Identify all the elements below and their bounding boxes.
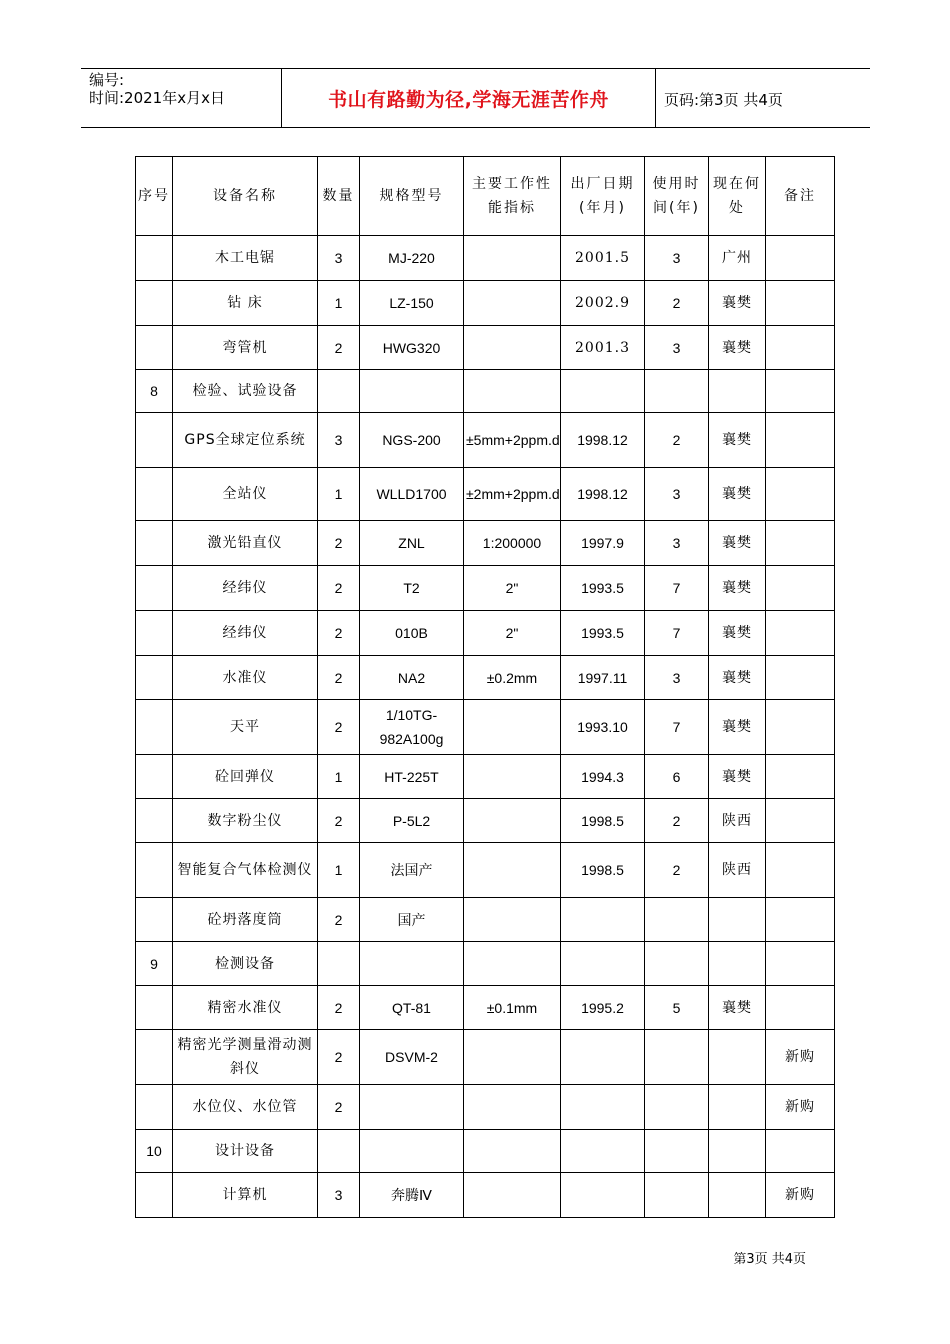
table-row (136, 656, 835, 700)
cell-name: 精密光学测量滑动测斜仪 (173, 1030, 318, 1085)
header-model: 规格型号 (360, 157, 464, 236)
cell-performance: ±5mm+2ppm.d (464, 413, 561, 468)
cell-manufacture-date (561, 1173, 645, 1218)
header-serial: 序号 (136, 157, 173, 236)
cell-remarks (766, 611, 835, 656)
cell-manufacture-date (561, 1130, 645, 1173)
cell-quantity: 2 (318, 986, 360, 1030)
cell-years-used: 3 (645, 656, 709, 700)
cell-remarks (766, 413, 835, 468)
cell-manufacture-date (561, 1030, 645, 1085)
table-row (136, 236, 835, 281)
table-row (136, 566, 835, 611)
cell-performance (464, 700, 561, 755)
cell-performance: ±2mm+2ppm.d (464, 468, 561, 521)
cell-model: LZ-150 (360, 281, 464, 326)
cell-performance: 2" (464, 611, 561, 656)
cell-quantity: 2 (318, 656, 360, 700)
cell-remarks (766, 700, 835, 755)
cell-performance (464, 1173, 561, 1218)
cell-remarks (766, 799, 835, 843)
cell-years-used: 5 (645, 986, 709, 1030)
table-row (136, 942, 835, 986)
header-manufacture-date: 出厂日期(年月) (561, 157, 645, 236)
cell-model: ZNL (360, 521, 464, 566)
cell-location: 襄樊 (709, 413, 766, 468)
table-row (136, 986, 835, 1030)
cell-model: NA2 (360, 656, 464, 700)
cell-years-used: 2 (645, 413, 709, 468)
cell-manufacture-date (561, 942, 645, 986)
cell-performance (464, 370, 561, 413)
cell-location: 广州 (709, 236, 766, 281)
cell-model: 010B (360, 611, 464, 656)
cell-name: 砼坍落度筒 (173, 898, 318, 942)
cell-remarks (766, 656, 835, 700)
cell-manufacture-date: 1998.5 (561, 843, 645, 898)
cell-remarks (766, 898, 835, 942)
cell-location (709, 898, 766, 942)
cell-quantity (318, 1130, 360, 1173)
table-row (136, 1130, 835, 1173)
cell-manufacture-date: 2002.9 (561, 281, 645, 326)
cell-serial (136, 898, 173, 942)
cell-location: 襄樊 (709, 521, 766, 566)
doc-time-label: 时间:2021年x月x日 (89, 89, 225, 107)
table-header-row (136, 157, 835, 236)
cell-years-used: 7 (645, 566, 709, 611)
cell-remarks (766, 1130, 835, 1173)
cell-quantity: 2 (318, 1085, 360, 1130)
cell-name: 经纬仪 (173, 566, 318, 611)
cell-performance: ±0.1mm (464, 986, 561, 1030)
cell-manufacture-date (561, 1085, 645, 1130)
cell-manufacture-date (561, 898, 645, 942)
table-row (136, 521, 835, 566)
cell-name: 木工电锯 (173, 236, 318, 281)
cell-years-used (645, 1030, 709, 1085)
cell-quantity: 3 (318, 236, 360, 281)
cell-location: 襄樊 (709, 281, 766, 326)
header-performance: 主要工作性能指标 (464, 157, 561, 236)
cell-years-used (645, 1130, 709, 1173)
cell-serial (136, 986, 173, 1030)
cell-performance (464, 898, 561, 942)
cell-manufacture-date: 2001.3 (561, 326, 645, 370)
cell-location: 襄樊 (709, 566, 766, 611)
cell-quantity: 1 (318, 468, 360, 521)
cell-name: 激光铅直仪 (173, 521, 318, 566)
cell-years-used (645, 1085, 709, 1130)
page-header (81, 68, 870, 128)
cell-serial (136, 700, 173, 755)
cell-years-used: 3 (645, 326, 709, 370)
cell-years-used: 2 (645, 799, 709, 843)
cell-quantity: 2 (318, 611, 360, 656)
table-row (136, 468, 835, 521)
cell-name: 经纬仪 (173, 611, 318, 656)
cell-years-used (645, 1173, 709, 1218)
cell-model: HWG320 (360, 326, 464, 370)
cell-quantity: 1 (318, 843, 360, 898)
cell-location (709, 942, 766, 986)
cell-remarks (766, 566, 835, 611)
cell-model (360, 1085, 464, 1130)
cell-model: QT-81 (360, 986, 464, 1030)
cell-name: 砼回弹仪 (173, 755, 318, 799)
cell-manufacture-date: 1993.10 (561, 700, 645, 755)
cell-manufacture-date: 1997.9 (561, 521, 645, 566)
header-motto: 书山有路勤为径,学海无涯苦作舟 (328, 89, 609, 111)
cell-performance: 1:200000 (464, 521, 561, 566)
cell-model: T2 (360, 566, 464, 611)
cell-location (709, 1030, 766, 1085)
cell-quantity: 3 (318, 1173, 360, 1218)
cell-manufacture-date: 1998.5 (561, 799, 645, 843)
cell-serial (136, 521, 173, 566)
cell-serial (136, 281, 173, 326)
cell-name: 检测设备 (173, 942, 318, 986)
equipment-table (135, 156, 835, 1218)
cell-name: 检验、试验设备 (173, 370, 318, 413)
cell-performance: 2" (464, 566, 561, 611)
cell-serial (136, 1085, 173, 1130)
cell-manufacture-date: 2001.5 (561, 236, 645, 281)
cell-serial (136, 799, 173, 843)
cell-years-used: 2 (645, 281, 709, 326)
cell-name: 天平 (173, 700, 318, 755)
cell-years-used: 7 (645, 611, 709, 656)
cell-name: 计算机 (173, 1173, 318, 1218)
header-page-number: 页码:第3页 共4页 (664, 91, 783, 109)
cell-remarks: 新购 (766, 1030, 835, 1085)
cell-quantity: 1 (318, 281, 360, 326)
cell-name: 钻 床 (173, 281, 318, 326)
cell-serial (136, 468, 173, 521)
cell-model: MJ-220 (360, 236, 464, 281)
cell-location: 襄樊 (709, 611, 766, 656)
cell-manufacture-date: 1994.3 (561, 755, 645, 799)
cell-years-used: 3 (645, 521, 709, 566)
cell-name: 水准仪 (173, 656, 318, 700)
cell-location (709, 370, 766, 413)
cell-quantity (318, 942, 360, 986)
header-remarks: 备注 (766, 157, 835, 236)
cell-location: 襄樊 (709, 326, 766, 370)
cell-quantity (318, 370, 360, 413)
cell-model: 国产 (360, 898, 464, 942)
table-row (136, 281, 835, 326)
cell-quantity: 2 (318, 799, 360, 843)
cell-location (709, 1173, 766, 1218)
cell-serial (136, 326, 173, 370)
cell-manufacture-date: 1997.11 (561, 656, 645, 700)
cell-performance (464, 1085, 561, 1130)
table-row (136, 611, 835, 656)
cell-model (360, 370, 464, 413)
cell-manufacture-date: 1995.2 (561, 986, 645, 1030)
cell-years-used: 6 (645, 755, 709, 799)
table-row (136, 843, 835, 898)
table-row (136, 1030, 835, 1085)
cell-years-used: 3 (645, 468, 709, 521)
table-row (136, 898, 835, 942)
cell-serial (136, 843, 173, 898)
cell-location: 襄樊 (709, 755, 766, 799)
cell-remarks (766, 281, 835, 326)
cell-quantity: 2 (318, 521, 360, 566)
cell-quantity: 2 (318, 326, 360, 370)
cell-location: 陕西 (709, 799, 766, 843)
doc-number-label: 编号: (89, 71, 125, 89)
cell-quantity: 1 (318, 755, 360, 799)
header-left (89, 71, 225, 107)
header-name: 设备名称 (173, 157, 318, 236)
cell-quantity: 2 (318, 1030, 360, 1085)
header-years-used: 使用时间(年) (645, 157, 709, 236)
cell-location: 襄樊 (709, 700, 766, 755)
cell-remarks (766, 521, 835, 566)
cell-model: DSVM-2 (360, 1030, 464, 1085)
cell-remarks (766, 468, 835, 521)
cell-performance (464, 942, 561, 986)
header-divider (655, 69, 656, 127)
table-row (136, 755, 835, 799)
cell-manufacture-date: 1993.5 (561, 611, 645, 656)
cell-years-used: 3 (645, 236, 709, 281)
cell-remarks (766, 942, 835, 986)
cell-serial: 9 (136, 942, 173, 986)
cell-remarks: 新购 (766, 1085, 835, 1130)
cell-manufacture-date: 1998.12 (561, 413, 645, 468)
cell-remarks (766, 326, 835, 370)
cell-performance: ±0.2mm (464, 656, 561, 700)
cell-years-used (645, 942, 709, 986)
cell-serial (136, 413, 173, 468)
cell-model: P-5L2 (360, 799, 464, 843)
cell-years-used: 2 (645, 843, 709, 898)
cell-model: WLLD1700 (360, 468, 464, 521)
cell-name: 全站仪 (173, 468, 318, 521)
cell-performance (464, 843, 561, 898)
cell-quantity: 2 (318, 566, 360, 611)
cell-years-used (645, 370, 709, 413)
table-row (136, 413, 835, 468)
cell-name: 智能复合气体检测仪 (173, 843, 318, 898)
cell-serial: 8 (136, 370, 173, 413)
cell-remarks (766, 843, 835, 898)
cell-model: HT-225T (360, 755, 464, 799)
cell-quantity: 2 (318, 700, 360, 755)
cell-remarks (766, 755, 835, 799)
cell-serial (136, 656, 173, 700)
cell-manufacture-date: 1998.12 (561, 468, 645, 521)
cell-name: 精密水准仪 (173, 986, 318, 1030)
cell-location: 襄樊 (709, 986, 766, 1030)
cell-model: 法国产 (360, 843, 464, 898)
cell-serial (136, 566, 173, 611)
cell-location (709, 1130, 766, 1173)
cell-quantity: 3 (318, 413, 360, 468)
table-row (136, 1085, 835, 1130)
table-row (136, 326, 835, 370)
cell-name: 数字粉尘仪 (173, 799, 318, 843)
cell-performance (464, 281, 561, 326)
cell-performance (464, 1130, 561, 1173)
cell-location: 襄樊 (709, 468, 766, 521)
cell-model: 1/10TG-982A100g (360, 700, 464, 755)
cell-years-used (645, 898, 709, 942)
cell-location: 襄樊 (709, 656, 766, 700)
cell-years-used: 7 (645, 700, 709, 755)
cell-serial (136, 236, 173, 281)
cell-performance (464, 799, 561, 843)
table-row (136, 370, 835, 413)
cell-model: 奔腾Ⅳ (360, 1173, 464, 1218)
cell-performance (464, 755, 561, 799)
cell-model (360, 942, 464, 986)
cell-model (360, 1130, 464, 1173)
cell-name: GPS全球定位系统 (173, 413, 318, 468)
table-row (136, 700, 835, 755)
cell-name: 设计设备 (173, 1130, 318, 1173)
cell-name: 弯管机 (173, 326, 318, 370)
table-row (136, 799, 835, 843)
cell-manufacture-date: 1993.5 (561, 566, 645, 611)
cell-model: NGS-200 (360, 413, 464, 468)
cell-serial (136, 1030, 173, 1085)
header-location: 现在何处 (709, 157, 766, 236)
cell-serial (136, 755, 173, 799)
cell-manufacture-date (561, 370, 645, 413)
cell-remarks (766, 986, 835, 1030)
cell-remarks: 新购 (766, 1173, 835, 1218)
cell-serial (136, 1173, 173, 1218)
cell-serial (136, 611, 173, 656)
header-quantity: 数量 (318, 157, 360, 236)
cell-location (709, 1085, 766, 1130)
page-footer: 第3页 共4页 (733, 1252, 806, 1267)
cell-location: 陕西 (709, 843, 766, 898)
cell-remarks (766, 370, 835, 413)
cell-name: 水位仪、水位管 (173, 1085, 318, 1130)
cell-performance (464, 236, 561, 281)
cell-performance (464, 326, 561, 370)
table-row (136, 1173, 835, 1218)
cell-remarks (766, 236, 835, 281)
cell-quantity: 2 (318, 898, 360, 942)
cell-serial: 10 (136, 1130, 173, 1173)
cell-performance (464, 1030, 561, 1085)
